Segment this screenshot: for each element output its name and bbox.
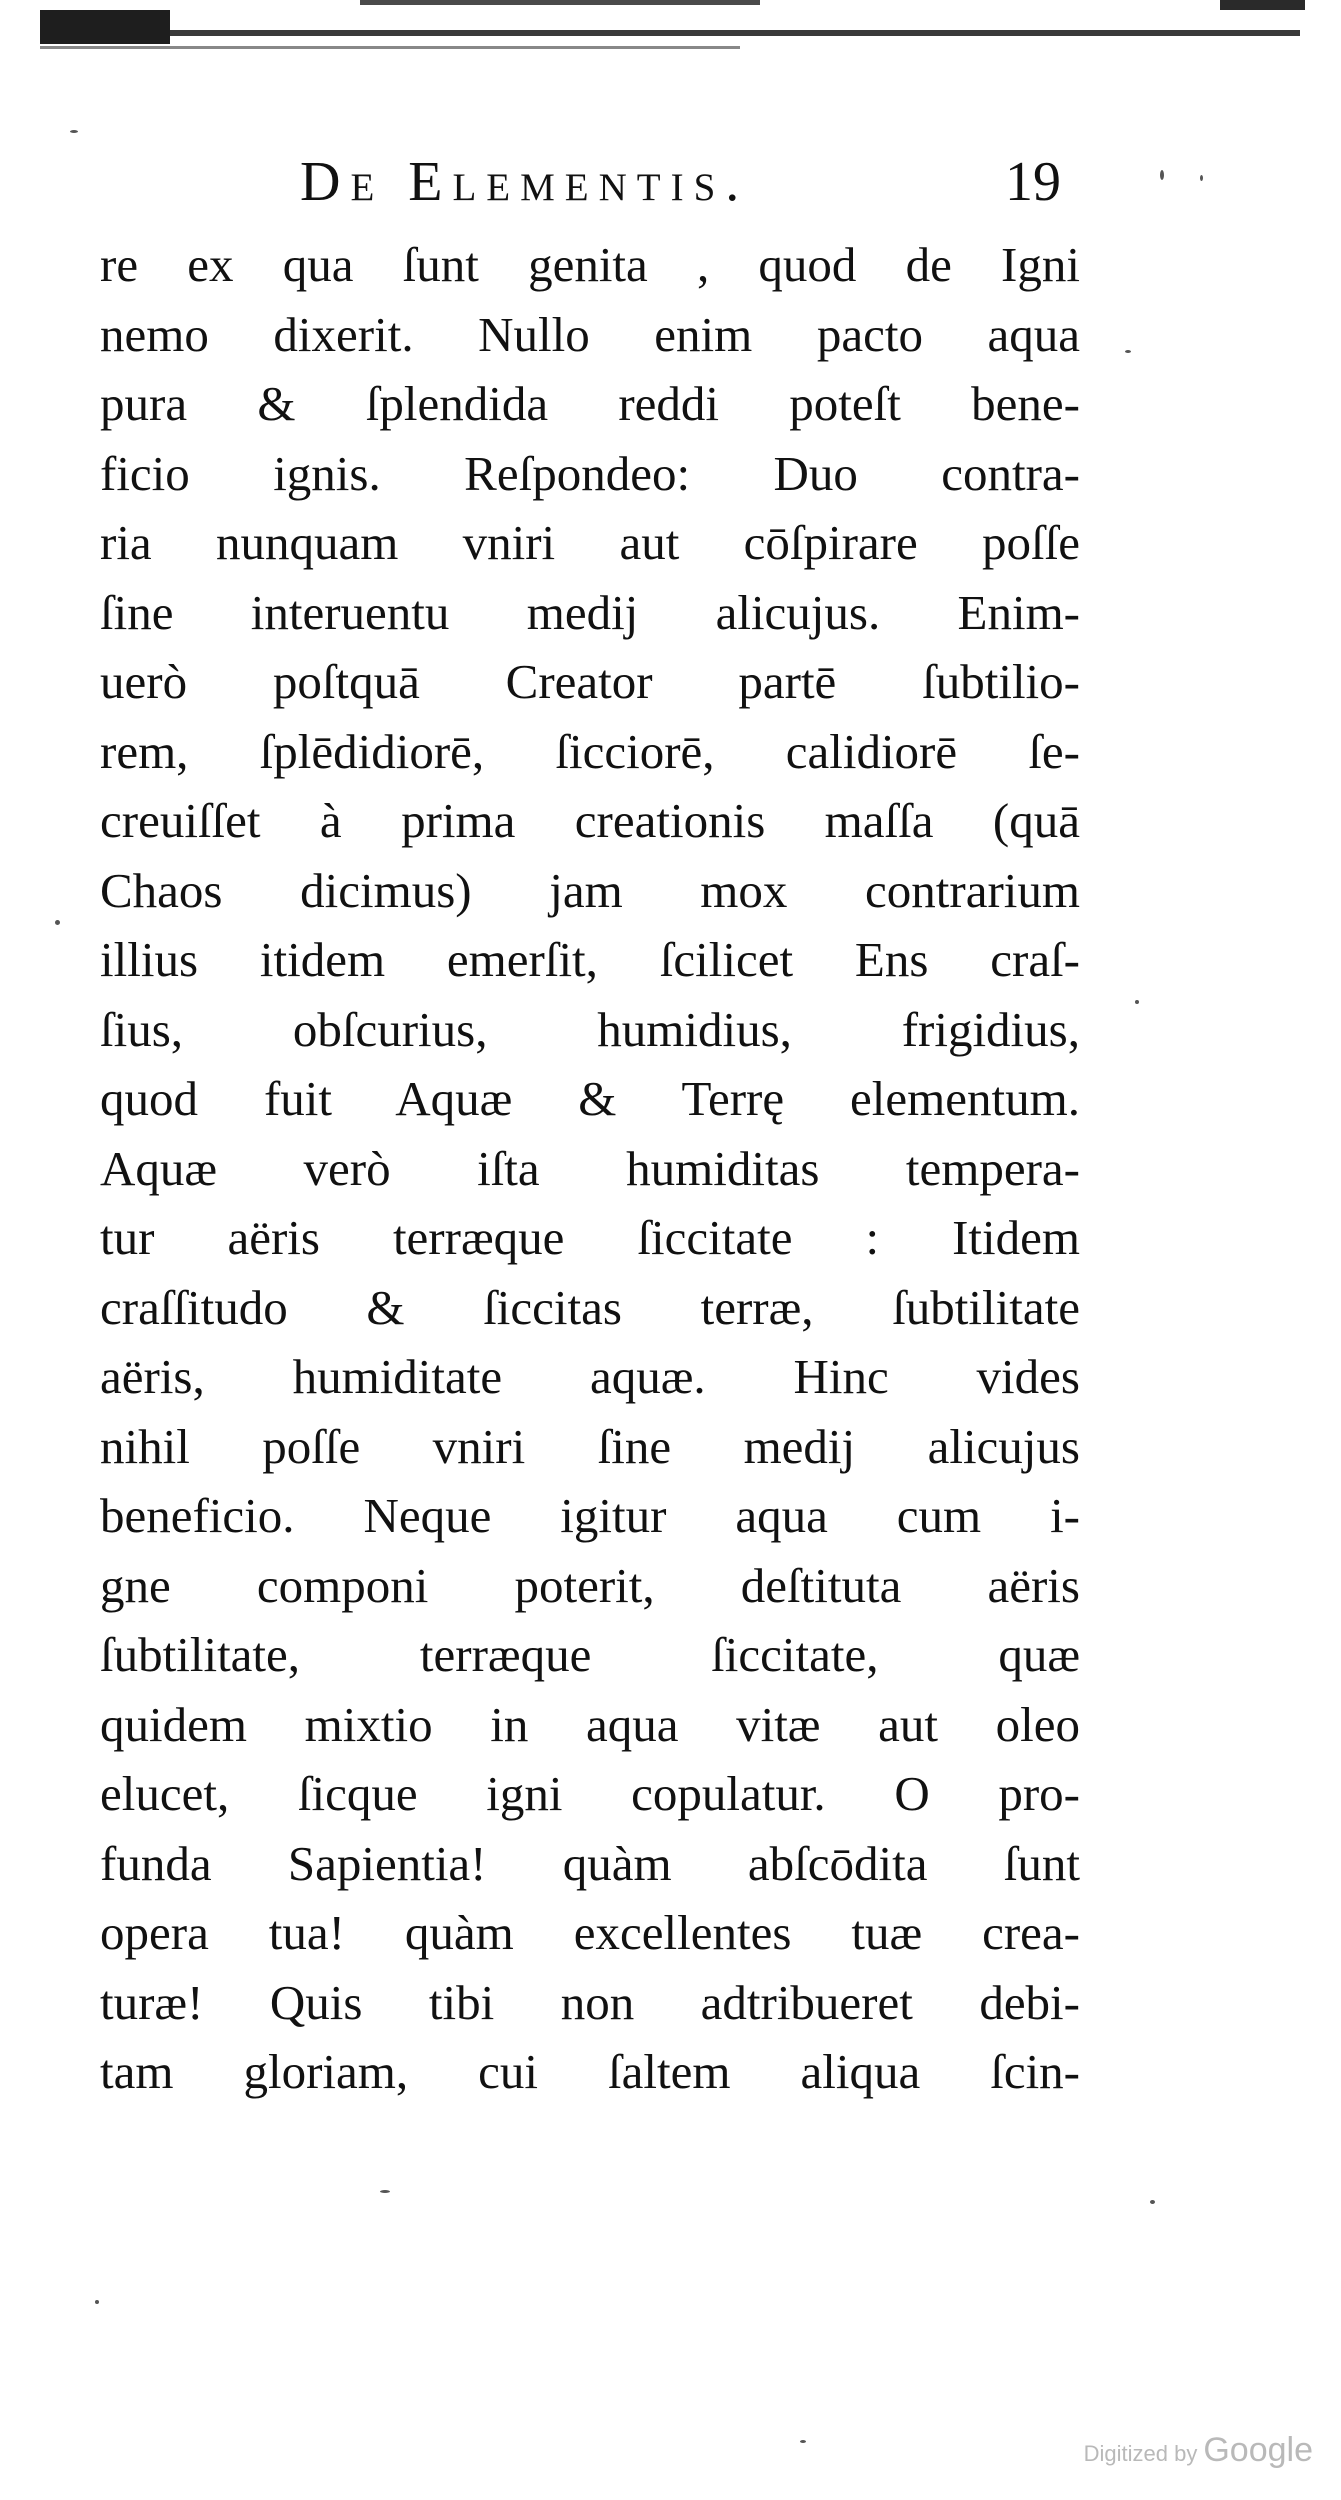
text-line: quod fuit Aquæ & Terrę elementum.: [100, 1071, 1080, 1126]
running-head: [0, 150, 1341, 220]
scan-speck: [95, 2300, 99, 2304]
scan-speck: [1135, 1000, 1139, 1004]
text-line: funda Sapientia! quàm abſcōdita ſunt: [100, 1835, 1080, 1891]
text-line: opera tua! quàm excellentes tuæ crea-: [100, 1905, 1080, 1960]
text-line: ria nunquam vniri aut cōſpirare poſſe: [100, 515, 1080, 570]
text-line: quidem mixtio in aqua vitæ aut oleo: [100, 1696, 1080, 1752]
text-line: ſine interuentu medij alicujus. Enim-: [100, 584, 1080, 640]
watermark-prefix: Digitized by: [1083, 2441, 1198, 2466]
text-line: tur aëris terræque ſiccitate : Itidem: [100, 1210, 1080, 1265]
watermark-brand: Google: [1203, 2431, 1313, 2469]
text-line: ſubtilitate, terræque ſiccitate, quæ: [100, 1627, 1080, 1682]
scan-speck: [1160, 170, 1164, 180]
text-line: tam gloriam, cui ſaltem aliqua ſcin-: [100, 2044, 1080, 2099]
text-line: ficio ignis. Reſpondeo: Duo contra-: [100, 445, 1080, 501]
text-line: illius itidem emerſit, ſcilicet Ens craſ-: [100, 932, 1080, 987]
text-line: rem, ſplēdidiorē, ſicciorē, calidiorē ſe-: [100, 723, 1080, 779]
text-line: Aquæ verò iſta humiditas tempera-: [100, 1140, 1080, 1196]
text-line: creuiſſet à prima creationis maſſa (quā: [100, 793, 1080, 848]
scan-speck: [380, 2190, 390, 2193]
scan-top-edge: [40, 0, 1305, 60]
text-line: Chaos dicimus) jam mox contrarium: [100, 862, 1080, 918]
text-line: craſſitudo & ſiccitas terræ, ſubtilitate: [100, 1279, 1080, 1335]
text-line: elucet, ſicque igni copulatur. O pro-: [100, 1766, 1080, 1821]
text-line: beneficio. Neque igitur aqua cum i-: [100, 1488, 1080, 1543]
text-line: nihil poſſe vniri ſine medij alicujus: [100, 1418, 1080, 1474]
scan-speck: [70, 130, 78, 133]
text-line: turæ! Quis tibi non adtribueret debi-: [100, 1974, 1080, 2030]
scan-speck: [1125, 350, 1131, 353]
scan-speck: [800, 2440, 806, 2443]
text-line: gne componi poterit, deſtituta aëris: [100, 1557, 1080, 1613]
running-title: De Elementis.: [300, 151, 750, 213]
scan-speck: [55, 920, 60, 925]
text-line: re ex qua ſunt genita , quod de Igni: [100, 237, 1080, 292]
text-line: pura & ſplendida reddi poteſt bene-: [100, 376, 1080, 431]
body-text: [100, 230, 1080, 2107]
text-line: nemo dixerit. Nullo enim pacto aqua: [100, 306, 1080, 362]
scan-speck: [1150, 2200, 1155, 2204]
text-line: aëris, humiditate aquæ. Hinc vides: [100, 1349, 1080, 1404]
scan-speck: [1200, 175, 1203, 181]
text-line: ſius, obſcurius, humidius, frigidius,: [100, 1001, 1080, 1057]
page-number: 19: [1005, 151, 1061, 213]
digitized-by-google-watermark: [1084, 2431, 1313, 2470]
text-line: uerò poſtquā Creator partē ſubtilio-: [100, 654, 1080, 709]
